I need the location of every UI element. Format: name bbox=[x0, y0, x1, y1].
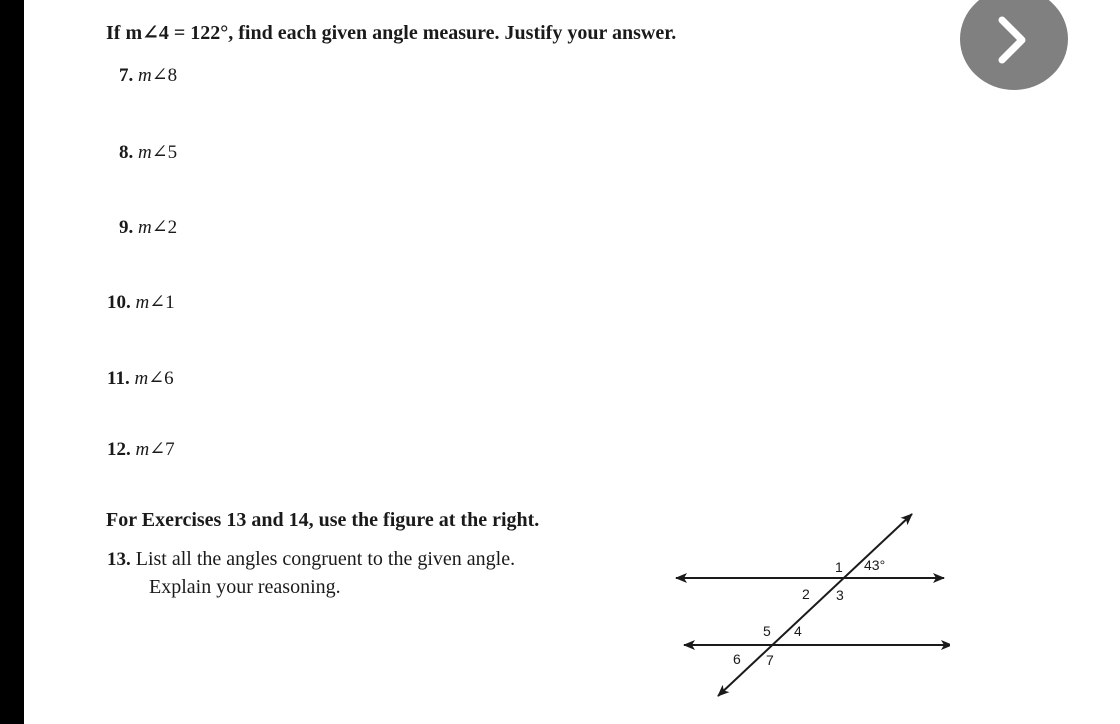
angle-label: ∠1 bbox=[149, 292, 175, 313]
angle-label-7: 7 bbox=[766, 652, 774, 668]
exercise-13 bbox=[107, 548, 515, 571]
exercise-number: 12. bbox=[107, 439, 131, 460]
exercise-number: 13. bbox=[107, 549, 131, 570]
angle-label-5: 5 bbox=[763, 623, 771, 639]
exercise-9 bbox=[119, 216, 177, 239]
exercise-13-line1: List all the angles congruent to the given angle. bbox=[135, 548, 516, 570]
measure-var: m bbox=[138, 65, 152, 86]
exercise-8 bbox=[119, 141, 177, 164]
exercise-12 bbox=[107, 438, 175, 461]
exercise-number: 10. bbox=[107, 292, 131, 313]
exercise-number: 9. bbox=[119, 217, 134, 238]
measure-var: m bbox=[138, 217, 152, 238]
exercise-7 bbox=[119, 64, 177, 87]
angle-label-2: 2 bbox=[802, 586, 810, 602]
angle-label: ∠5 bbox=[151, 142, 178, 163]
parallel-lines-figure bbox=[650, 508, 950, 698]
measure-var: m bbox=[135, 292, 150, 313]
angle-label-6: 6 bbox=[733, 651, 741, 667]
worksheet-page bbox=[24, 0, 1120, 724]
angle-label-1: 1 bbox=[835, 559, 843, 575]
exercise-11 bbox=[107, 367, 174, 390]
measure-var: m bbox=[134, 368, 149, 389]
exercise-13-line2: Explain your reasoning. bbox=[149, 576, 341, 598]
angle-label-4: 4 bbox=[794, 623, 802, 639]
angle-label-3: 3 bbox=[836, 587, 844, 603]
exercise-number: 7. bbox=[119, 65, 134, 86]
section-heading: For Exercises 13 and 14, use the figure at the right. bbox=[106, 509, 540, 531]
exercise-number: 11. bbox=[107, 368, 130, 389]
chevron-right-icon bbox=[960, 0, 1068, 90]
measure-var: m bbox=[135, 439, 150, 460]
given-angle-label: 43° bbox=[864, 557, 886, 573]
instructions: If m∠4 = 122°, find each given angle measure. Justify your answer. bbox=[106, 22, 677, 44]
angle-label: ∠6 bbox=[148, 368, 174, 389]
measure-var: m bbox=[138, 142, 152, 163]
exercise-number: 8. bbox=[119, 142, 134, 163]
next-button[interactable] bbox=[960, 0, 1068, 90]
exercise-10 bbox=[107, 291, 175, 314]
transversal-line bbox=[718, 514, 912, 696]
angle-label: ∠7 bbox=[149, 439, 175, 460]
angle-label: ∠8 bbox=[151, 65, 178, 86]
angle-label: ∠2 bbox=[151, 217, 178, 238]
